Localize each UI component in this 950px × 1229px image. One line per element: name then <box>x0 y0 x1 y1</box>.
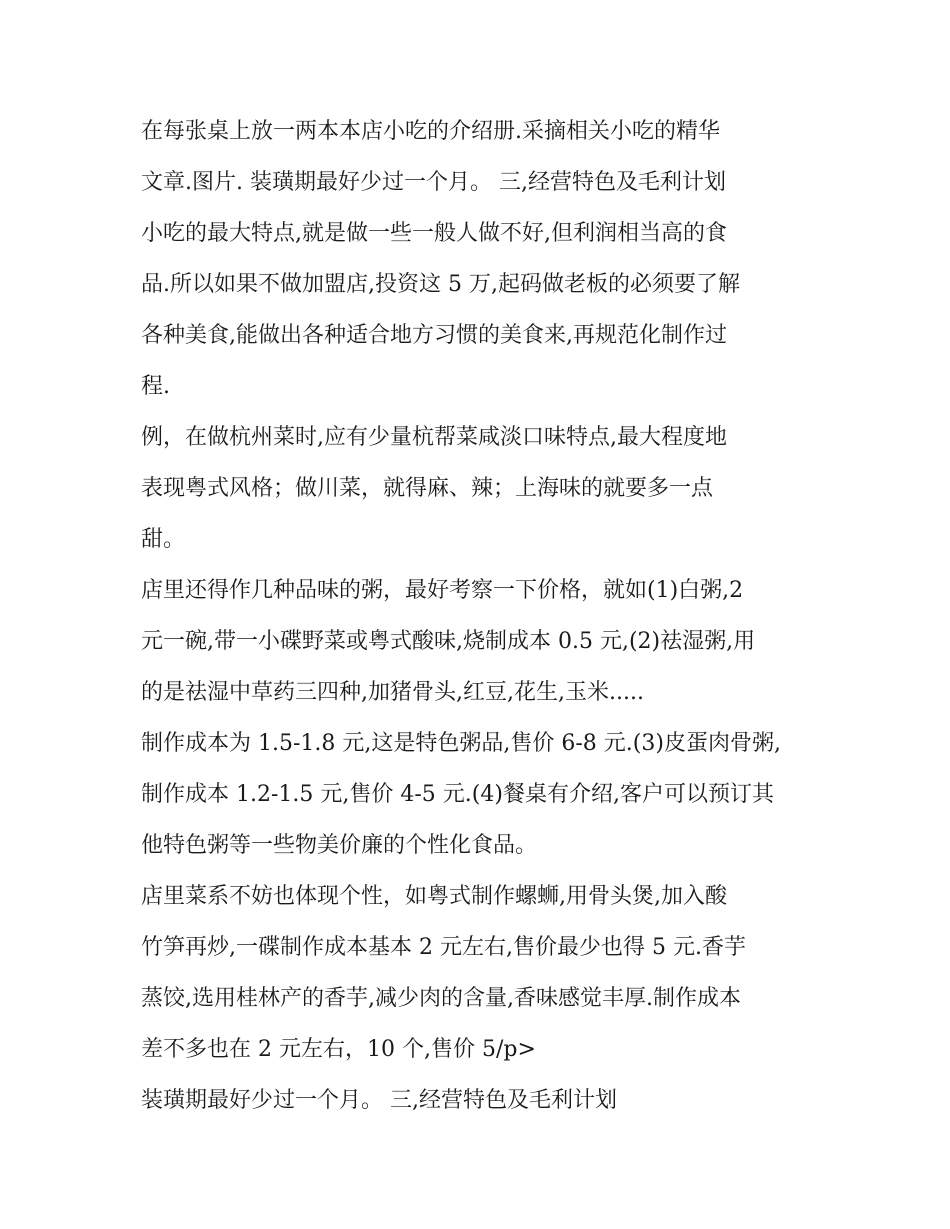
text-line: 小吃的最大特点,就是做一些一般人做不好,但利润相当高的食 <box>141 221 727 246</box>
text-line: 甜。 <box>141 527 186 552</box>
text-line: 竹笋再炒,一碟制作成本基本 2 元左右,售价最少也得 5 元.香芋 <box>141 935 746 960</box>
text-line: 品.所以如果不做加盟店,投资这 5 万,起码做老板的必须要了解 <box>141 272 740 297</box>
text-line: 文章.图片. 装璜期最好少过一个月。 三,经营特色及毛利计划 <box>141 170 726 195</box>
text-line: 装璜期最好少过一个月。 三,经营特色及毛利计划 <box>141 1088 617 1113</box>
text-line: 程. <box>141 374 170 399</box>
text-line: 元一碗,带一小碟野菜或粤式酸味,烧制成本 0.5 元,(2)祛湿粥,用 <box>141 629 756 654</box>
text-line: 的是祛湿中草药三四种,加猪骨头,红豆,花生,玉米..... <box>141 680 644 705</box>
text-line: 在每张桌上放一两本本店小吃的介绍册.采摘相关小吃的精华 <box>141 119 720 144</box>
text-line: 蒸饺,选用桂林产的香芋,减少肉的含量,香味感觉丰厚.制作成本 <box>141 986 741 1011</box>
text-line: 各种美食,能做出各种适合地方习惯的美食来,再规范化制作过 <box>141 323 727 348</box>
text-line: 制作成本 1.2-1.5 元,售价 4-5 元.(4)餐桌有介绍,客户可以预订其 <box>141 782 774 807</box>
text-line: 例，在做杭州菜时,应有少量杭帮菜咸淡口味特点,最大程度地 <box>141 425 727 450</box>
text-line: 他特色粥等一些物美价廉的个性化食品。 <box>141 833 538 858</box>
text-line: 店里菜系不妨也体现个性，如粤式制作螺蛳,用骨头煲,加入酸 <box>141 884 727 909</box>
text-line: 制作成本为 1.5-1.8 元,这是特色粥品,售价 6-8 元.(3)皮蛋肉骨粥, <box>141 731 781 756</box>
text-line: 表现粤式风格；做川菜，就得麻、辣；上海味的就要多一点 <box>141 476 714 501</box>
text-line: 差不多也在 2 元左右，10 个,售价 5/p> <box>141 1037 536 1062</box>
document-body <box>141 106 821 1126</box>
text-line: 店里还得作几种品味的粥，最好考察一下价格，就如(1)白粥,2 <box>141 578 744 603</box>
